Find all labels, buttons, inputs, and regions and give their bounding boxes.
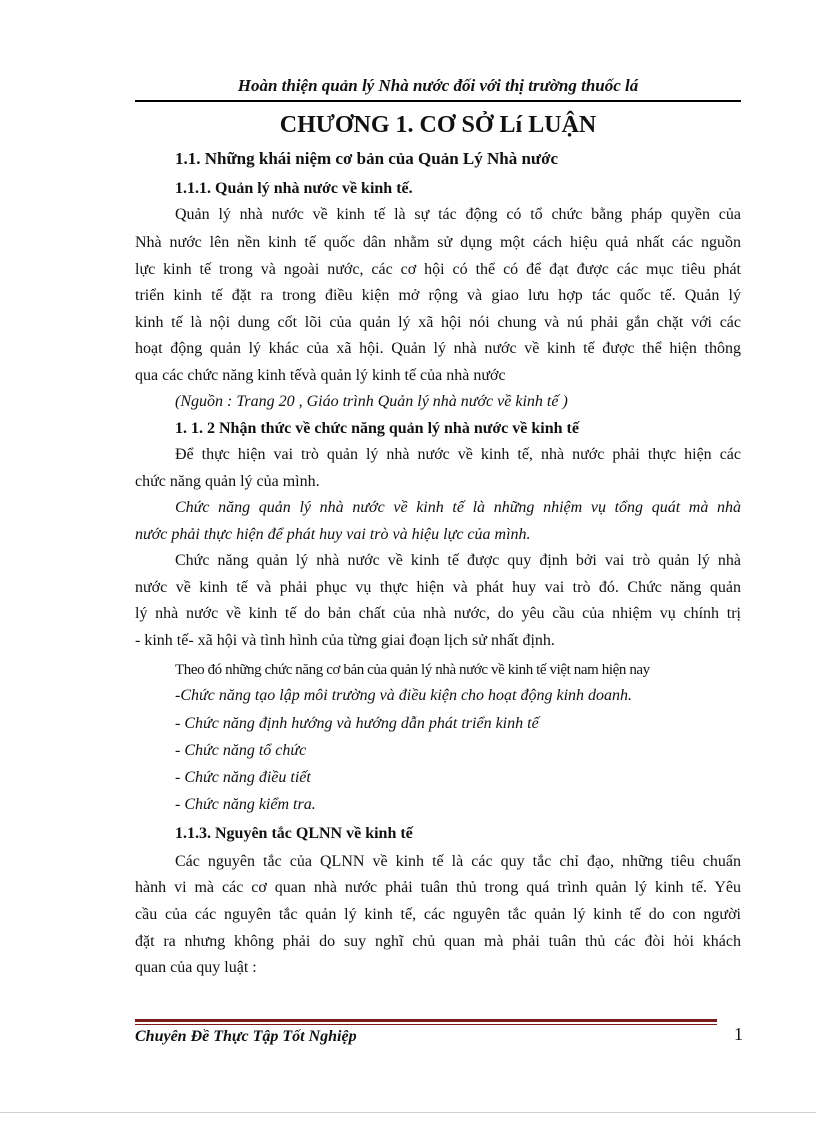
footer-rule <box>135 1019 717 1022</box>
paragraph-line: cầu của các nguyên tắc quản lý kinh tế, các nguyên tắc quản lý kinh tế do con người <box>135 906 741 923</box>
heading-1-1-1: 1.1.1. Quản lý nhà nước về kinh tế. <box>175 180 413 197</box>
paragraph-line: quan của quy luật : <box>135 959 257 976</box>
heading-1-1: 1.1. Những khái niệm cơ bản của Quản Lý Nhà nước <box>175 149 559 168</box>
paragraph-line: - kinh tế- xã hội và tình hình của từng giai đoạn lịch sử nhất định. <box>135 632 555 649</box>
italic-definition-line: nước phải thực hiện để phát huy vai trò và hiệu lực của mình. <box>135 526 531 543</box>
paragraph-line: đặt ra nhưng không phải do suy nghĩ chủ quan mà phải tuân thủ các đòi hỏi khách <box>135 933 741 950</box>
paragraph-line: Nhà nước lên nền kinh tế quốc dân nhằm sử dụng một cách hiệu quả nhất các nguồn <box>135 234 741 251</box>
paragraph-line: nước về kinh tế và phải phục vụ thực hiện và phát huy vai trò đó. Chức năng quản <box>135 579 741 596</box>
running-header: Hoàn thiện quản lý Nhà nước đối với thị trường thuốc lá <box>237 76 639 95</box>
paragraph-line: Theo đó những chức năng cơ bản của quản lý nhà nước về kinh tế việt nam hiện nay <box>175 662 650 678</box>
footer-rule <box>135 1024 717 1025</box>
function-list-item: - Chức năng kiểm tra. <box>175 796 316 813</box>
paragraph-line: Chức năng quản lý nhà nước về kinh tế được quy định bởi vai trò quản lý nhà <box>175 552 741 569</box>
paragraph-line: Các nguyên tắc của QLNN về kinh tế là các quy tắc chỉ đạo, những tiêu chuẩn <box>175 853 741 870</box>
paragraph-line: Quản lý nhà nước về kinh tế là sự tác động có tổ chức bằng pháp quyền của <box>175 206 741 223</box>
paragraph-line: kinh tế là nội dung cốt lõi của quản lý xã hội nói chung và nú phải gắn chặt với các <box>135 314 741 331</box>
function-list-item: - Chức năng định hướng và hướng dẫn phát triển kinh tế <box>175 715 539 732</box>
paragraph-line: lý nhà nước về kinh tế do bản chất của nhà nước, do yêu cầu của nhiệm vụ chính trị <box>135 605 741 622</box>
paragraph-line: qua các chức năng kinh tếvà quản lý kinh tế của nhà nước <box>135 367 506 384</box>
header-rule <box>135 100 741 102</box>
paragraph-line: hành vi mà các cơ quan nhà nước phải tuân thủ trong quá trình quản lý kinh tế. Yêu <box>135 879 741 896</box>
function-list-item: - Chức năng điều tiết <box>175 769 311 786</box>
function-list-item: - Chức năng tổ chức <box>175 742 307 759</box>
source-note: (Nguồn : Trang 20 , Giáo trình Quản lý nhà nước về kinh tế ) <box>175 393 568 410</box>
heading-1-1-3: 1.1.3. Nguyên tắc QLNN về kinh tế <box>175 825 413 842</box>
italic-definition-line: Chức năng quản lý nhà nước về kinh tế là những nhiệm vụ tổng quát mà nhà <box>175 499 741 516</box>
chapter-title: CHƯƠNG 1. CƠ SỞ Lí LUẬN <box>279 112 597 138</box>
running-footer: Chuyên Đề Thực Tập Tốt Nghiệp <box>135 1028 357 1045</box>
heading-1-1-2: 1. 1. 2 Nhận thức về chức năng quản lý nhà nước về kinh tế <box>175 420 579 437</box>
paragraph-line: Để thực hiện vai trò quản lý nhà nước về kinh tế, nhà nước phải thực hiện các <box>175 446 741 463</box>
paragraph-line: triển kinh tế đặt ra trong điều kiện mở rộng và giao lưu hợp tác quốc tế. Quản lý <box>135 287 741 304</box>
paragraph-line: lực kinh tế trong và ngoài nước, các cơ hội có thể có để đạt được các mục tiêu phát <box>135 261 741 278</box>
page-number: 1 <box>734 1024 743 1044</box>
page-edge-rule <box>0 1112 816 1113</box>
paragraph-line: chức năng quản lý của mình. <box>135 473 320 490</box>
function-list-item: -Chức năng tạo lập môi trường và điều kiện cho hoạt động kinh doanh. <box>175 687 633 704</box>
paragraph-line: hoạt động quản lý khác của xã hội. Quản lý nhà nước về kinh tế được thể hiện thông <box>135 340 741 357</box>
